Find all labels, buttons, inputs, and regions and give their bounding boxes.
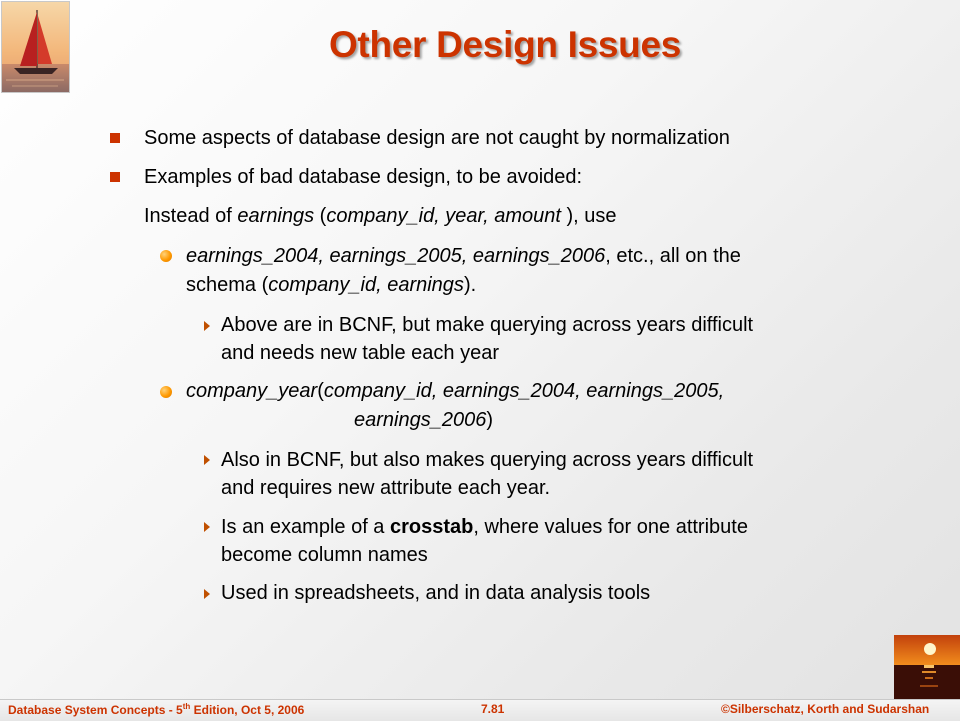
detail-2-line-2: and requires new attribute each year. — [221, 477, 551, 499]
instead-prefix: Instead of — [144, 205, 238, 227]
detail-4-line-1: Used in spreadsheets, and in data analysis tools — [221, 582, 651, 604]
instead-close: ), use — [560, 205, 617, 227]
company-year-open: ( — [317, 380, 324, 402]
crosstab-suffix: , where values for one attribute — [473, 516, 748, 538]
company-year-attr-2006: earnings_2006 — [354, 409, 487, 431]
relation-attributes: company_id, year, amount — [326, 205, 561, 227]
detail-3-line-2: become column names — [221, 544, 428, 566]
detail-1-line-1: Above are in BCNF, but make querying across years difficult — [221, 314, 754, 336]
sub-bullet-1-line-2 — [186, 271, 476, 299]
detail-1-line-2: and needs new table each year — [221, 342, 499, 364]
company-year-close: ) — [486, 409, 494, 431]
sunset-logo — [894, 635, 960, 699]
square-bullet-icon — [110, 172, 120, 182]
arrow-bullet-icon — [204, 455, 210, 465]
instead-open: ( — [314, 205, 327, 227]
earnings-relations: earnings_2004, earnings_2005, earnings_2006 — [186, 245, 606, 267]
crosstab-prefix: Is an example of a — [221, 516, 390, 538]
schema-suffix: ). — [463, 274, 477, 296]
dot-bullet-icon — [160, 250, 172, 262]
instead-line — [144, 202, 617, 230]
schema-prefix: schema ( — [186, 274, 269, 296]
relation-name: earnings — [237, 205, 315, 227]
company-year-attributes: company_id, earnings_2004, earnings_2005, — [323, 380, 725, 402]
schema-attributes: company_id, earnings — [268, 274, 464, 296]
dot-bullet-icon — [160, 386, 172, 398]
crosstab-term: crosstab — [389, 516, 474, 538]
footer-left-suffix: Edition, Oct 5, 2006 — [190, 703, 305, 717]
footer-left-prefix: Database System Concepts - 5 — [8, 703, 183, 717]
sub-bullet-2-line-2 — [354, 406, 493, 434]
arrow-bullet-icon — [204, 522, 210, 532]
bullet-text-1: Some aspects of database design are not caught by normalization — [144, 127, 730, 149]
detail-3-line-1 — [221, 513, 748, 541]
detail-2-line-1: Also in BCNF, but also makes querying across years difficult — [221, 449, 754, 471]
arrow-bullet-icon — [204, 321, 210, 331]
footer-left-sup: th — [182, 702, 191, 711]
sub-bullet-1-rest: , etc., all on the — [605, 245, 741, 267]
sub-bullet-2-line-1 — [186, 377, 724, 405]
square-bullet-icon — [110, 133, 120, 143]
slide-title: Other Design Issues — [328, 24, 682, 65]
footer-course-title — [8, 702, 304, 717]
company-year-relation: company_year — [186, 380, 318, 402]
arrow-bullet-icon — [204, 589, 210, 599]
sub-bullet-1-line-1 — [186, 242, 741, 270]
footer-page-number: 7.81 — [481, 702, 505, 716]
footer-copyright: ©Silberschatz, Korth and Sudarshan — [721, 702, 930, 716]
bullet-text-2: Examples of bad database design, to be avoided: — [144, 166, 583, 188]
